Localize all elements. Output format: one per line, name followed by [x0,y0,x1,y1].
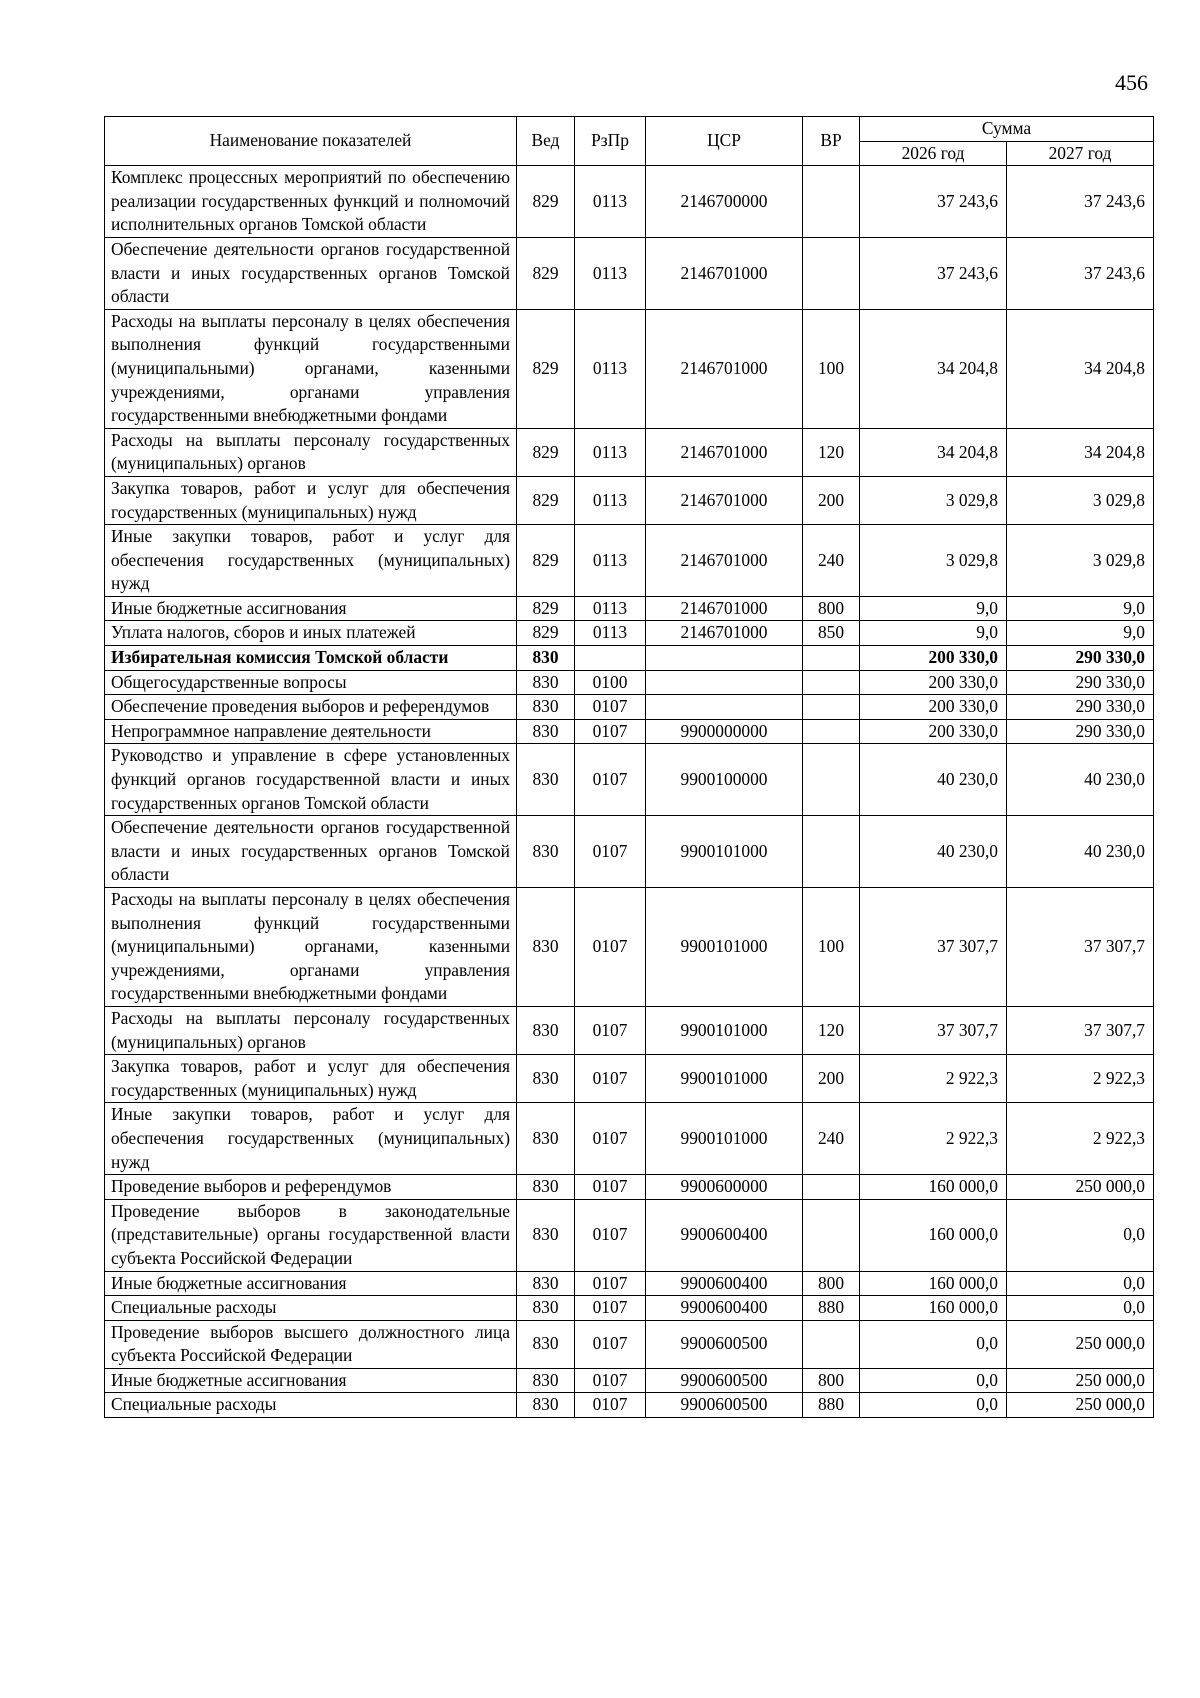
cell-2026: 34 204,8 [860,428,1007,476]
cell-2026: 0,0 [860,1320,1007,1368]
cell-2026: 200 330,0 [860,719,1007,744]
cell-2027: 290 330,0 [1007,719,1154,744]
cell-name: Специальные расходы [105,1296,517,1321]
cell-ved: 830 [517,1103,575,1175]
cell-name: Проведение выборов и референдумов [105,1175,517,1200]
cell-2027: 3 029,8 [1007,476,1154,524]
cell-rzpr: 0107 [575,1368,646,1393]
cell-ved: 830 [517,1320,575,1368]
cell-name: Иные бюджетные ассигнования [105,1368,517,1393]
table-row [105,1006,1154,1054]
cell-2026: 37 307,7 [860,888,1007,1007]
cell-rzpr: 0107 [575,719,646,744]
cell-csr: 9900101000 [646,1006,803,1054]
cell-rzpr: 0107 [575,1199,646,1271]
cell-vr [803,646,860,671]
cell-rzpr: 0107 [575,1320,646,1368]
table-row [105,1368,1154,1393]
header-csr: ЦСР [646,117,803,166]
cell-ved: 830 [517,1271,575,1296]
table-row [105,1271,1154,1296]
cell-vr: 200 [803,476,860,524]
cell-csr: 2146701000 [646,525,803,597]
table-row [105,1103,1154,1175]
cell-name: Комплекс процессных мероприятий по обеспечению реализации государственных функций и полномочий исполнительных органов Томской области [105,166,517,238]
cell-rzpr [575,646,646,671]
cell-csr: 9900101000 [646,888,803,1007]
cell-name: Проведение выборов высшего должностного лица субъекта Российской Федерации [105,1320,517,1368]
cell-vr: 800 [803,1368,860,1393]
cell-2026: 34 204,8 [860,309,1007,428]
cell-vr [803,237,860,309]
cell-name: Уплата налогов, сборов и иных платежей [105,621,517,646]
cell-rzpr: 0107 [575,1393,646,1418]
cell-2027: 0,0 [1007,1296,1154,1321]
cell-ved: 829 [517,476,575,524]
cell-vr: 100 [803,888,860,1007]
cell-name: Специальные расходы [105,1393,517,1418]
cell-rzpr: 0107 [575,1055,646,1103]
table-row [105,237,1154,309]
cell-ved: 830 [517,1296,575,1321]
cell-rzpr: 0107 [575,744,646,816]
cell-csr: 2146701000 [646,428,803,476]
cell-vr [803,695,860,720]
cell-ved: 830 [517,646,575,671]
table-row [105,1393,1154,1418]
cell-csr: 9900101000 [646,1103,803,1175]
table-row [105,166,1154,238]
cell-csr: 2146701000 [646,237,803,309]
cell-2026: 40 230,0 [860,816,1007,888]
cell-vr [803,816,860,888]
cell-rzpr: 0113 [575,309,646,428]
table-row [105,719,1154,744]
cell-ved: 830 [517,1006,575,1054]
cell-csr: 9900100000 [646,744,803,816]
cell-2027: 37 307,7 [1007,1006,1154,1054]
cell-2027: 0,0 [1007,1271,1154,1296]
cell-vr: 120 [803,1006,860,1054]
cell-vr: 800 [803,1271,860,1296]
cell-2026: 37 243,6 [860,237,1007,309]
cell-2027: 34 204,8 [1007,309,1154,428]
table-row [105,1055,1154,1103]
cell-csr: 9900600400 [646,1199,803,1271]
table-row [105,525,1154,597]
budget-table [104,116,1154,1418]
header-2026: 2026 год [860,141,1007,166]
cell-csr: 2146701000 [646,596,803,621]
cell-vr: 100 [803,309,860,428]
cell-name: Расходы на выплаты персоналу в целях обеспечения выполнения функций государственными (муниципальными) органами, казенными учреждениями, органами управления государственными внебюджетными фондами [105,888,517,1007]
cell-name: Руководство и управление в сфере установленных функций органов государственной власти и иных государственных органов Томской области [105,744,517,816]
cell-csr [646,670,803,695]
cell-rzpr: 0113 [575,237,646,309]
cell-2027: 250 000,0 [1007,1175,1154,1200]
table-row [105,428,1154,476]
cell-csr: 9900600400 [646,1271,803,1296]
cell-name: Избирательная комиссия Томской области [105,646,517,671]
cell-ved: 830 [517,744,575,816]
cell-2026: 160 000,0 [860,1296,1007,1321]
header-sum: Сумма [860,117,1154,142]
cell-csr: 9900600500 [646,1368,803,1393]
cell-2026: 200 330,0 [860,670,1007,695]
cell-csr: 9900101000 [646,816,803,888]
table-row [105,1175,1154,1200]
cell-vr [803,166,860,238]
cell-name: Расходы на выплаты персоналу государственных (муниципальных) органов [105,1006,517,1054]
table-row [105,1296,1154,1321]
cell-2026: 3 029,8 [860,476,1007,524]
cell-vr: 120 [803,428,860,476]
cell-vr [803,670,860,695]
cell-2027: 40 230,0 [1007,816,1154,888]
cell-ved: 830 [517,1055,575,1103]
cell-2026: 40 230,0 [860,744,1007,816]
cell-name: Непрограммное направление деятельности [105,719,517,744]
cell-2026: 160 000,0 [860,1271,1007,1296]
cell-ved: 829 [517,309,575,428]
cell-name: Обеспечение деятельности органов государственной власти и иных государственных органов Томской области [105,237,517,309]
cell-2026: 200 330,0 [860,646,1007,671]
cell-vr: 800 [803,596,860,621]
header-vr: ВР [803,117,860,166]
cell-2026: 0,0 [860,1368,1007,1393]
cell-rzpr: 0113 [575,621,646,646]
cell-name: Закупка товаров, работ и услуг для обеспечения государственных (муниципальных) нужд [105,476,517,524]
cell-rzpr: 0113 [575,166,646,238]
cell-csr: 9900101000 [646,1055,803,1103]
cell-ved: 830 [517,719,575,744]
cell-2027: 3 029,8 [1007,525,1154,597]
cell-ved: 830 [517,670,575,695]
cell-2026: 160 000,0 [860,1199,1007,1271]
cell-ved: 830 [517,888,575,1007]
cell-rzpr: 0107 [575,1006,646,1054]
cell-2027: 250 000,0 [1007,1393,1154,1418]
table-body [105,166,1154,1418]
cell-rzpr: 0113 [575,596,646,621]
cell-vr: 880 [803,1393,860,1418]
cell-2027: 250 000,0 [1007,1368,1154,1393]
cell-name: Общегосударственные вопросы [105,670,517,695]
table-row [105,596,1154,621]
cell-rzpr: 0107 [575,888,646,1007]
table-row [105,1199,1154,1271]
cell-vr [803,719,860,744]
cell-vr: 240 [803,525,860,597]
cell-name: Расходы на выплаты персоналу в целях обеспечения выполнения функций государственными (муниципальными) органами, казенными учреждениями, органами управления государственными внебюджетными фондами [105,309,517,428]
table-row [105,1320,1154,1368]
cell-ved: 829 [517,166,575,238]
table-row [105,476,1154,524]
header-2027: 2027 год [1007,141,1154,166]
cell-2027: 37 243,6 [1007,166,1154,238]
header-name: Наименование показателей [105,117,517,166]
cell-rzpr: 0113 [575,476,646,524]
cell-name: Иные бюджетные ассигнования [105,1271,517,1296]
header-rzpr: РзПр [575,117,646,166]
cell-ved: 829 [517,525,575,597]
cell-vr: 850 [803,621,860,646]
cell-rzpr: 0107 [575,695,646,720]
cell-name: Обеспечение проведения выборов и референдумов [105,695,517,720]
cell-csr: 2146701000 [646,309,803,428]
cell-ved: 830 [517,1368,575,1393]
cell-2027: 290 330,0 [1007,670,1154,695]
cell-2027: 34 204,8 [1007,428,1154,476]
cell-ved: 829 [517,428,575,476]
cell-2026: 0,0 [860,1393,1007,1418]
cell-vr: 880 [803,1296,860,1321]
cell-ved: 830 [517,1199,575,1271]
cell-2026: 160 000,0 [860,1175,1007,1200]
cell-vr [803,1175,860,1200]
cell-rzpr: 0113 [575,428,646,476]
cell-rzpr: 0107 [575,816,646,888]
cell-2026: 9,0 [860,621,1007,646]
cell-2027: 2 922,3 [1007,1103,1154,1175]
table-row [105,888,1154,1007]
cell-rzpr: 0107 [575,1103,646,1175]
cell-csr: 9900600000 [646,1175,803,1200]
cell-vr: 200 [803,1055,860,1103]
cell-rzpr: 0107 [575,1175,646,1200]
cell-ved: 830 [517,1175,575,1200]
cell-2026: 200 330,0 [860,695,1007,720]
cell-name: Расходы на выплаты персоналу государственных (муниципальных) органов [105,428,517,476]
cell-vr: 240 [803,1103,860,1175]
cell-2026: 3 029,8 [860,525,1007,597]
table-row [105,621,1154,646]
cell-2026: 2 922,3 [860,1103,1007,1175]
cell-rzpr: 0107 [575,1296,646,1321]
cell-vr [803,744,860,816]
cell-2027: 9,0 [1007,621,1154,646]
cell-rzpr: 0107 [575,1271,646,1296]
cell-2026: 2 922,3 [860,1055,1007,1103]
cell-name: Закупка товаров, работ и услуг для обеспечения государственных (муниципальных) нужд [105,1055,517,1103]
cell-csr: 2146701000 [646,621,803,646]
cell-ved: 829 [517,621,575,646]
table-row [105,670,1154,695]
cell-vr [803,1320,860,1368]
cell-name: Обеспечение деятельности органов государственной власти и иных государственных органов Томской области [105,816,517,888]
cell-2026: 9,0 [860,596,1007,621]
cell-name: Иные бюджетные ассигнования [105,596,517,621]
cell-csr: 2146700000 [646,166,803,238]
cell-csr: 9900600500 [646,1393,803,1418]
cell-csr: 9900000000 [646,719,803,744]
table-row [105,695,1154,720]
table-row [105,816,1154,888]
cell-vr [803,1199,860,1271]
cell-2027: 40 230,0 [1007,744,1154,816]
cell-2027: 2 922,3 [1007,1055,1154,1103]
cell-2026: 37 307,7 [860,1006,1007,1054]
cell-csr: 2146701000 [646,476,803,524]
cell-csr [646,646,803,671]
cell-csr: 9900600400 [646,1296,803,1321]
cell-2027: 290 330,0 [1007,646,1154,671]
cell-ved: 830 [517,1393,575,1418]
cell-ved: 829 [517,596,575,621]
cell-csr: 9900600500 [646,1320,803,1368]
table-row [105,646,1154,671]
cell-name: Проведение выборов в законодательные (представительные) органы государственной власти субъекта Российской Федерации [105,1199,517,1271]
page-number: 456 [1115,70,1148,95]
cell-csr [646,695,803,720]
cell-2027: 37 307,7 [1007,888,1154,1007]
cell-2027: 0,0 [1007,1199,1154,1271]
cell-name: Иные закупки товаров, работ и услуг для обеспечения государственных (муниципальных) нужд [105,525,517,597]
cell-rzpr: 0113 [575,525,646,597]
cell-2027: 250 000,0 [1007,1320,1154,1368]
cell-2027: 290 330,0 [1007,695,1154,720]
cell-2027: 9,0 [1007,596,1154,621]
table-row [105,309,1154,428]
cell-ved: 829 [517,237,575,309]
cell-rzpr: 0100 [575,670,646,695]
cell-2027: 37 243,6 [1007,237,1154,309]
table-row [105,744,1154,816]
header-ved: Вед [517,117,575,166]
cell-ved: 830 [517,695,575,720]
cell-name: Иные закупки товаров, работ и услуг для обеспечения государственных (муниципальных) нужд [105,1103,517,1175]
cell-2026: 37 243,6 [860,166,1007,238]
cell-ved: 830 [517,816,575,888]
